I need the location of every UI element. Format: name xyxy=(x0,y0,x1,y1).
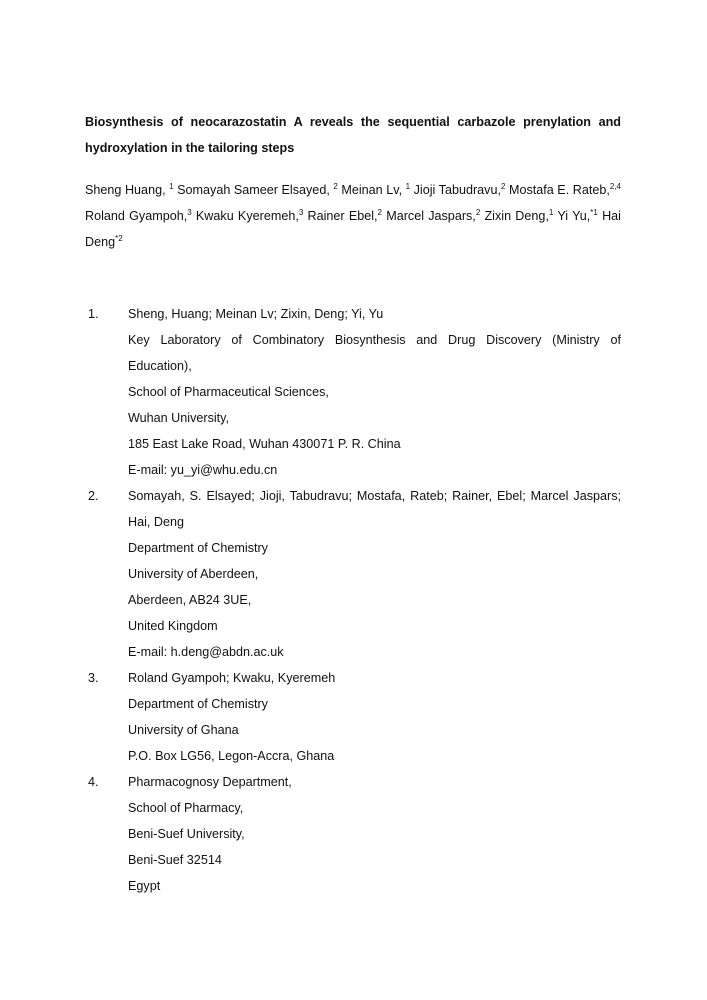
affiliation-line: Department of Chemistry xyxy=(128,541,268,555)
author-affiliation-marker: *2 xyxy=(115,234,123,243)
author-name: Mostafa E. Rateb, xyxy=(505,183,610,197)
affiliation-item xyxy=(88,483,621,665)
affiliation-line: Wuhan University, xyxy=(128,411,230,425)
affiliation-line: E-mail: yu_yi@whu.edu.cn xyxy=(128,463,278,477)
affiliation-line: School of Pharmacy, xyxy=(128,801,244,815)
affiliation-lines xyxy=(128,769,621,899)
affiliation-line: P.O. Box LG56, Legon-Accra, Ghana xyxy=(128,749,335,763)
author-affiliation-marker: *1 xyxy=(590,208,598,217)
author-affiliation-marker: 2 xyxy=(333,182,338,191)
author-name: Sheng Huang, xyxy=(85,183,170,197)
affiliation-line: Key Laboratory of Combinatory Biosynthesis and Drug Discovery (Ministry of Education), xyxy=(128,333,621,373)
affiliation-lines xyxy=(128,301,621,483)
affiliation-line: Pharmacognosy Department, xyxy=(128,775,292,789)
affiliation-line: E-mail: h.deng@abdn.ac.uk xyxy=(128,645,284,659)
author-affiliation-marker: 3 xyxy=(187,208,192,217)
author-name: Hai Deng xyxy=(85,209,621,249)
affiliation-line: Department of Chemistry xyxy=(128,697,268,711)
affiliation-item xyxy=(88,769,621,899)
affiliation-number: 1. xyxy=(88,307,99,321)
author-name: Rainer Ebel, xyxy=(303,209,378,223)
author-affiliation-marker: 1 xyxy=(405,182,411,191)
author-name: Zixin Deng, xyxy=(480,209,549,223)
author-affiliation-marker: 2 xyxy=(377,208,382,217)
affiliation-lines xyxy=(128,483,621,665)
author-affiliation-marker: 1 xyxy=(169,182,174,191)
author-affiliation-marker: 3 xyxy=(298,208,304,217)
affiliation-item xyxy=(88,665,621,769)
affiliation-line: Beni-Suef University, xyxy=(128,827,245,841)
author-affiliation-marker: 2,4 xyxy=(609,182,621,191)
affiliation-line: Egypt xyxy=(128,879,161,893)
affiliation-line: University of Ghana xyxy=(128,723,239,737)
affiliation-lines xyxy=(128,665,621,769)
author-affiliation-marker: 1 xyxy=(548,208,554,217)
author-name: Somayah Sameer Elsayed, xyxy=(173,183,334,197)
author-name: Yi Yu, xyxy=(553,209,591,223)
author-name: Marcel Jaspars, xyxy=(381,209,476,223)
paper-title: Biosynthesis of neocarazostatin A reveals the sequential carbazole prenylation and hydroxylation in the tailoring steps xyxy=(85,115,621,155)
affiliation-number: 4. xyxy=(88,775,99,789)
affiliation-line: Beni-Suef 32514 xyxy=(128,853,222,867)
author-affiliation-marker: 2 xyxy=(475,208,481,217)
affiliation-line: Somayah, S. Elsayed; Jioji, Tabudravu; Mostafa, Rateb; Rainer, Ebel; Marcel Jaspars; Hai, Deng xyxy=(128,489,621,529)
author-affiliation-marker: 2 xyxy=(500,182,506,191)
affiliation-number: 2. xyxy=(88,489,99,503)
author-name: Kwaku Kyeremeh, xyxy=(191,209,299,223)
affiliation-line: United Kingdom xyxy=(128,619,218,633)
affiliation-line: Roland Gyampoh; Kwaku, Kyeremeh xyxy=(128,671,336,685)
affiliation-number: 3. xyxy=(88,671,99,685)
author-name: Jioji Tabudravu, xyxy=(410,183,501,197)
affiliation-line: Aberdeen, AB24 3UE, xyxy=(128,593,252,607)
author-list xyxy=(85,177,621,255)
affiliation-line: Sheng, Huang; Meinan Lv; Zixin, Deng; Yi, Yu xyxy=(128,307,384,321)
affiliation-line: 185 East Lake Road, Wuhan 430071 P. R. China xyxy=(128,437,401,451)
affiliation-list xyxy=(88,301,621,899)
affiliation-item xyxy=(88,301,621,483)
author-name: Roland Gyampoh, xyxy=(85,209,188,223)
affiliation-line: School of Pharmaceutical Sciences, xyxy=(128,385,329,399)
affiliation-line: University of Aberdeen, xyxy=(128,567,259,581)
author-name: Meinan Lv, xyxy=(337,183,406,197)
